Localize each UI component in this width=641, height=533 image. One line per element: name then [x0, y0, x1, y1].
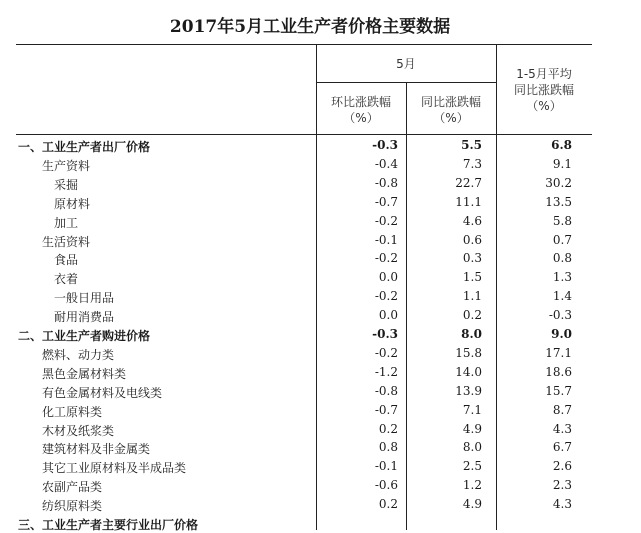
table-top-border	[16, 44, 592, 45]
table-row	[16, 287, 592, 306]
row-label: 三、工业生产者主要行业出厂价格	[18, 518, 199, 532]
mom-value: -1.2	[374, 364, 398, 379]
table-row	[16, 155, 592, 174]
avg-value: 1.3	[552, 270, 572, 285]
table-row	[16, 325, 592, 344]
avg-value: -0.3	[548, 308, 572, 323]
yoy-value: 8.0	[462, 440, 482, 455]
mom-value: 0.2	[378, 421, 398, 436]
mom-value: -0.3	[372, 138, 398, 152]
table-row	[16, 212, 592, 231]
header-mom-line2: （%）	[343, 111, 379, 125]
table-row	[16, 174, 592, 193]
header-yoy-line2: （%）	[433, 111, 469, 125]
row-label: 生产资料	[42, 158, 91, 173]
page-title: 2017年5月工业生产者价格主要数据	[169, 17, 451, 37]
avg-value: 4.3	[552, 421, 572, 436]
row-label: 建筑材料及非金属类	[42, 442, 151, 457]
table-row	[16, 420, 592, 439]
table-row	[16, 249, 592, 268]
avg-value: 6.7	[552, 440, 572, 455]
row-label: 耐用消费品	[54, 310, 115, 325]
mom-value: -0.7	[374, 194, 398, 209]
yoy-value: 7.1	[462, 402, 482, 417]
row-label: 原材料	[54, 196, 91, 211]
mom-value: -0.8	[374, 383, 398, 398]
header-bottom-border	[16, 134, 592, 135]
row-label: 农副产品类	[42, 480, 103, 495]
row-label: 纺织原料类	[42, 499, 103, 514]
yoy-value: 4.9	[462, 497, 482, 512]
row-label: 一、工业生产者出厂价格	[18, 140, 151, 154]
header-avg-line1: 1-5月平均	[516, 67, 572, 81]
table-row	[16, 401, 592, 420]
yoy-value: 4.9	[462, 421, 482, 436]
yoy-value: 0.2	[462, 308, 482, 323]
mom-value: 0.8	[378, 440, 398, 455]
avg-value: 9.0	[551, 327, 572, 341]
table-row	[16, 382, 592, 401]
mom-value: -0.4	[374, 156, 398, 171]
mom-value: -0.6	[374, 478, 398, 493]
row-label: 一般日用品	[54, 291, 115, 306]
mom-value: -0.7	[374, 402, 398, 417]
row-label: 燃料、动力类	[42, 347, 115, 362]
table-row	[16, 457, 592, 476]
yoy-value: 8.0	[461, 327, 482, 341]
mom-value: -0.8	[374, 175, 398, 190]
table-row	[16, 344, 592, 363]
yoy-value: 14.0	[455, 364, 482, 379]
row-label: 加工	[54, 215, 79, 230]
yoy-value: 5.5	[461, 138, 482, 152]
avg-value: 2.3	[552, 478, 572, 493]
mom-value: -0.3	[372, 327, 398, 341]
header-avg	[496, 66, 592, 114]
yoy-value: 4.6	[462, 213, 482, 228]
yoy-value: 2.5	[462, 459, 482, 474]
table-row	[16, 306, 592, 325]
avg-value: 4.3	[552, 497, 572, 512]
avg-value: 0.8	[552, 251, 572, 266]
yoy-value: 13.9	[455, 383, 482, 398]
row-label: 化工原料类	[42, 404, 103, 419]
yoy-value: 0.3	[462, 251, 482, 266]
table-row	[16, 231, 592, 250]
avg-value: 17.1	[545, 345, 572, 360]
yoy-value: 1.2	[462, 478, 482, 493]
yoy-value: 22.7	[455, 175, 482, 190]
row-label: 有色金属材料及电线类	[42, 385, 163, 400]
avg-value: 9.1	[552, 156, 572, 171]
header-mom	[316, 94, 406, 126]
yoy-value: 11.1	[455, 194, 482, 209]
avg-value: 8.7	[552, 402, 572, 417]
table-row	[16, 193, 592, 212]
header-yoy-line1: 同比涨跌幅	[420, 95, 481, 109]
table-row	[16, 363, 592, 382]
header-month-group: 5月	[396, 57, 416, 71]
header-mom-line1: 环比涨跌幅	[330, 95, 391, 109]
mom-value: 0.0	[378, 270, 398, 285]
avg-value: 2.6	[552, 459, 572, 474]
table-row	[16, 495, 592, 514]
mom-value: -0.2	[374, 345, 398, 360]
mom-value: -0.1	[374, 459, 398, 474]
avg-value: 0.7	[552, 232, 572, 247]
avg-value: 18.6	[545, 364, 572, 379]
table-row	[16, 476, 592, 495]
row-label: 食品	[54, 253, 79, 268]
table-row	[16, 136, 592, 155]
yoy-value: 15.8	[455, 345, 482, 360]
avg-value: 13.5	[545, 194, 572, 209]
header-yoy	[406, 94, 496, 126]
mom-value: -0.2	[374, 251, 398, 266]
yoy-value: 1.1	[462, 289, 482, 304]
row-label: 衣着	[54, 272, 79, 287]
mom-value: -0.1	[374, 232, 398, 247]
table-row	[16, 438, 592, 457]
avg-value: 5.8	[552, 213, 572, 228]
row-label: 黑色金属材料类	[42, 366, 127, 381]
mom-value: -0.2	[374, 213, 398, 228]
avg-value: 15.7	[545, 383, 572, 398]
table-row	[16, 268, 592, 287]
header-avg-line3: （%）	[526, 99, 562, 113]
yoy-value: 1.5	[462, 270, 482, 285]
row-label: 采掘	[54, 177, 79, 192]
yoy-value: 0.6	[462, 232, 482, 247]
mom-value: -0.2	[374, 289, 398, 304]
mom-value: 0.0	[378, 308, 398, 323]
row-label: 生活资料	[42, 234, 91, 249]
row-label: 其它工业原材料及半成品类	[42, 461, 187, 476]
avg-value: 30.2	[545, 175, 572, 190]
row-label: 木材及纸浆类	[42, 423, 115, 438]
avg-value: 1.4	[552, 289, 572, 304]
table-row	[16, 514, 592, 533]
yoy-value: 7.3	[462, 156, 482, 171]
mom-value: 0.2	[378, 497, 398, 512]
avg-value: 6.8	[551, 138, 572, 152]
header-avg-line2: 同比涨跌幅	[513, 83, 574, 97]
row-label: 二、工业生产者购进价格	[18, 329, 151, 343]
